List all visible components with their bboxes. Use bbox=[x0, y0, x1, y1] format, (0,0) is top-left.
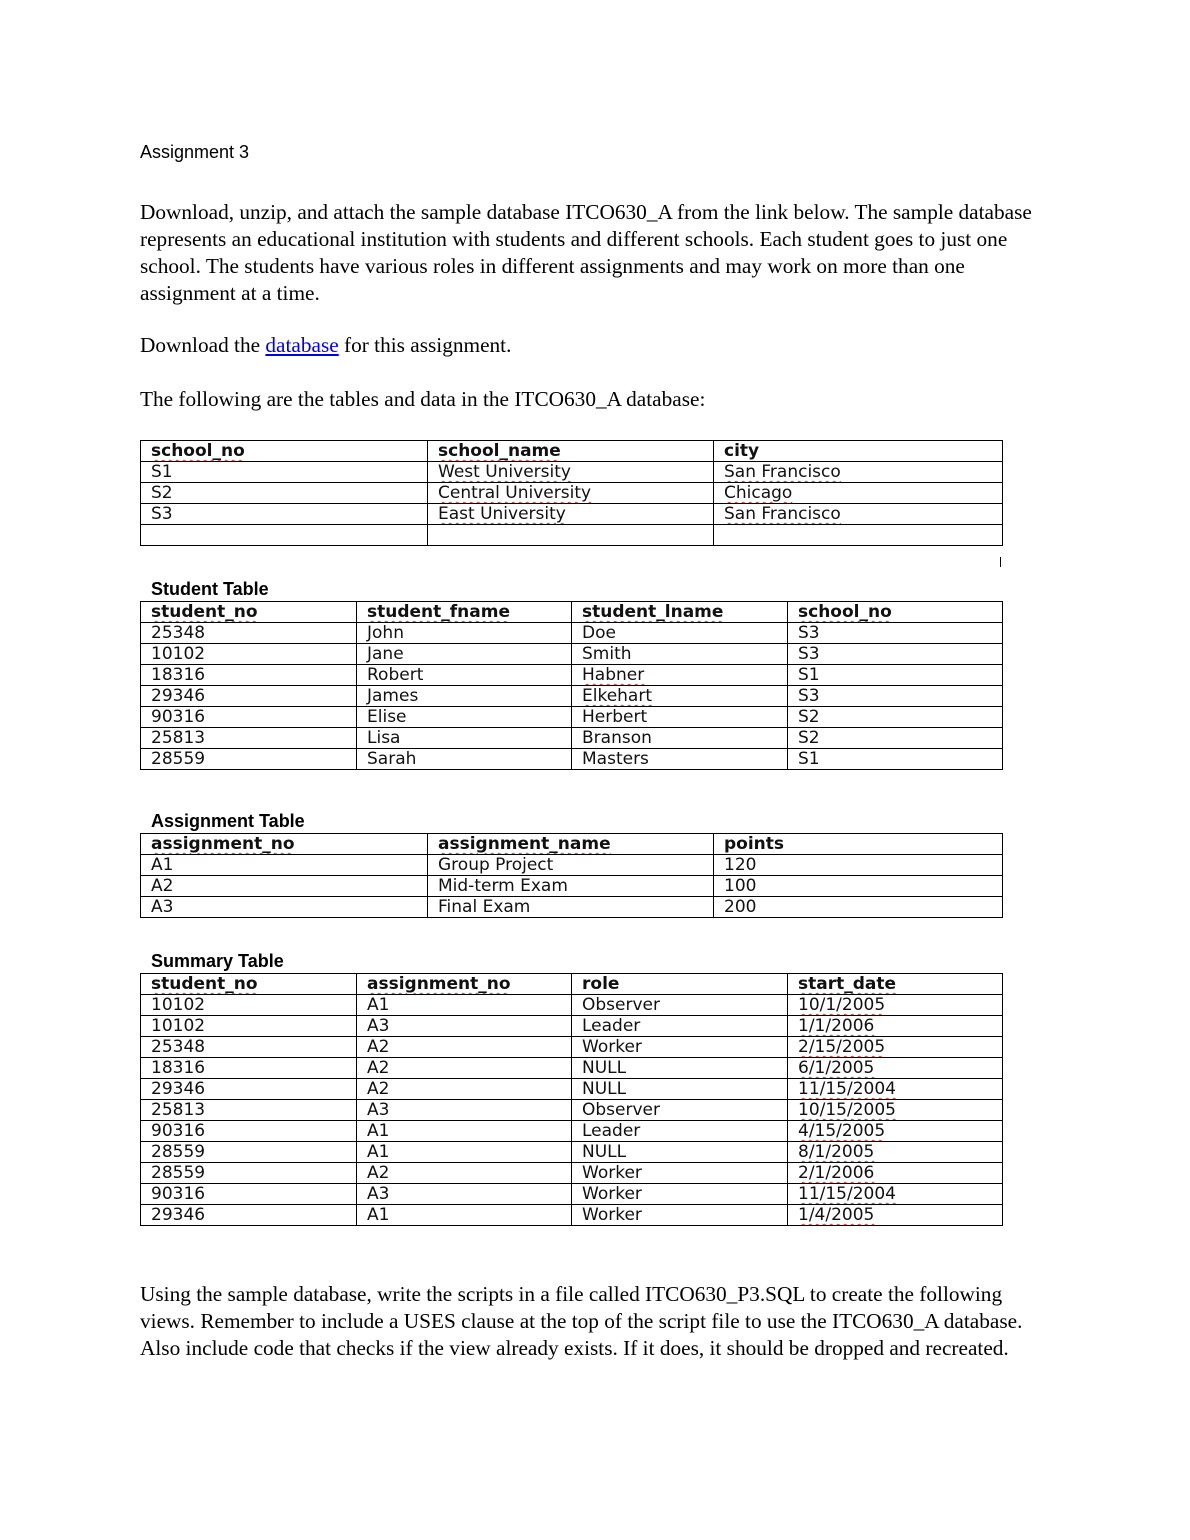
table-cell: 10/1/2005 bbox=[798, 995, 886, 1015]
header-cell: role bbox=[582, 974, 620, 994]
table-cell: A3 bbox=[357, 1100, 572, 1121]
table-cell: 6/1/2005 bbox=[798, 1058, 875, 1078]
closing-paragraph: Using the sample database, write the scripts in a file called ITCO630_P3.SQL to create the following views. Remember to include a USES clause at the top of the script file to use the ITCO630_A database. Also include code that checks if the view already exists. If it does, it should be dropped and recreated. bbox=[140, 1282, 1023, 1360]
table-header-row bbox=[141, 602, 1003, 623]
table-cell: 18316 bbox=[141, 665, 357, 686]
intro-paragraph: Download, unzip, and attach the sample database ITCO630_A from the link below. The sample database represents an educational institution with students and different schools. Each student goes to just one school. The students have various roles in different assignments and may work on more than one assignment at a time. bbox=[140, 200, 1032, 305]
student-table bbox=[140, 601, 1003, 770]
header-cell: student_fname bbox=[367, 602, 510, 622]
table-cell: 90316 bbox=[141, 1121, 357, 1142]
header-cell: assignment_name bbox=[438, 834, 611, 854]
assignment-table-caption: Assignment Table bbox=[151, 811, 305, 831]
table-cell: 10/15/2005 bbox=[798, 1100, 896, 1120]
download-paragraph bbox=[140, 332, 1050, 359]
table-row bbox=[141, 897, 1003, 918]
table-cell: S2 bbox=[788, 707, 1003, 728]
header-cell: school_no bbox=[798, 602, 892, 622]
student-table-caption: Student Table bbox=[151, 579, 269, 599]
table-row bbox=[141, 995, 1003, 1016]
table-row bbox=[141, 1121, 1003, 1142]
table-cell: A2 bbox=[357, 1163, 572, 1184]
table-row bbox=[141, 525, 1003, 546]
table-row bbox=[141, 1016, 1003, 1037]
table-cell: Elise bbox=[357, 707, 572, 728]
table-row bbox=[141, 1079, 1003, 1100]
table-cell: S3 bbox=[788, 644, 1003, 665]
table-cell: Leader bbox=[572, 1121, 788, 1142]
table-cell: 25348 bbox=[141, 623, 357, 644]
table-cell: San Francisco bbox=[724, 504, 841, 524]
header-cell: student_no bbox=[151, 974, 258, 994]
table-row bbox=[141, 749, 1003, 770]
document-title: Assignment 3 bbox=[140, 142, 250, 162]
table-cell: NULL bbox=[572, 1142, 788, 1163]
table-cell: Lisa bbox=[357, 728, 572, 749]
header-cell: student_no bbox=[151, 602, 258, 622]
assignment-table bbox=[140, 833, 1003, 918]
table-edge-mark bbox=[1000, 557, 1001, 567]
table-cell: A3 bbox=[357, 1184, 572, 1205]
table-cell bbox=[141, 525, 428, 546]
table-row bbox=[141, 483, 1003, 504]
table-cell: 8/1/2005 bbox=[798, 1142, 875, 1162]
table-cell: A1 bbox=[141, 855, 428, 876]
table-cell: 11/15/2004 bbox=[798, 1184, 896, 1204]
table-row bbox=[141, 462, 1003, 483]
table-cell: 2/1/2006 bbox=[798, 1163, 875, 1183]
table-row bbox=[141, 1100, 1003, 1121]
table-row bbox=[141, 1163, 1003, 1184]
assignment-table-block bbox=[140, 810, 1002, 918]
table-cell: 90316 bbox=[141, 1184, 357, 1205]
table-cell: 10102 bbox=[141, 995, 357, 1016]
table-cell: Observer bbox=[572, 995, 788, 1016]
header-cell: assignment_no bbox=[367, 974, 511, 994]
table-cell: A2 bbox=[357, 1058, 572, 1079]
table-header-row bbox=[141, 834, 1003, 855]
header-cell: school_no bbox=[151, 441, 245, 461]
table-cell: 25348 bbox=[141, 1037, 357, 1058]
summary-table bbox=[140, 973, 1003, 1226]
table-cell: S3 bbox=[141, 504, 428, 525]
table-cell: East University bbox=[438, 504, 566, 524]
table-cell: A1 bbox=[357, 1142, 572, 1163]
database-link[interactable]: database bbox=[265, 333, 339, 357]
table-cell: 25813 bbox=[141, 728, 357, 749]
table-cell: A2 bbox=[141, 876, 428, 897]
table-cell: A3 bbox=[357, 1016, 572, 1037]
table-cell: S2 bbox=[788, 728, 1003, 749]
download-prefix: Download the bbox=[140, 333, 266, 357]
table-row bbox=[141, 1184, 1003, 1205]
table-cell: Habner bbox=[582, 665, 645, 685]
table-cell: Masters bbox=[572, 749, 788, 770]
table-cell: 90316 bbox=[141, 707, 357, 728]
header-cell: assignment_no bbox=[151, 834, 295, 854]
table-cell: Doe bbox=[572, 623, 788, 644]
table-cell: A1 bbox=[357, 995, 572, 1016]
table-cell: S1 bbox=[141, 462, 428, 483]
table-cell: 10102 bbox=[141, 1016, 357, 1037]
table-cell: 29346 bbox=[141, 686, 357, 707]
student-table-block bbox=[140, 578, 1002, 770]
table-cell: A1 bbox=[357, 1205, 572, 1226]
table-cell: Herbert bbox=[572, 707, 788, 728]
table-cell: A2 bbox=[357, 1079, 572, 1100]
table-cell: 1/4/2005 bbox=[798, 1205, 875, 1225]
table-cell: Central University bbox=[438, 483, 592, 503]
table-cell: 1/1/2006 bbox=[798, 1016, 875, 1036]
table-row bbox=[141, 644, 1003, 665]
table-cell: Mid-term Exam bbox=[428, 876, 714, 897]
table-cell: Worker bbox=[572, 1205, 788, 1226]
table-row bbox=[141, 728, 1003, 749]
table-cell: Chicago bbox=[724, 483, 793, 503]
table-cell: 28559 bbox=[141, 1142, 357, 1163]
table-row bbox=[141, 623, 1003, 644]
table-cell: 25813 bbox=[141, 1100, 357, 1121]
table-cell: 11/15/2004 bbox=[798, 1079, 896, 1099]
table-cell: James bbox=[357, 686, 572, 707]
header-cell: points bbox=[724, 834, 785, 854]
table-cell: NULL bbox=[572, 1079, 788, 1100]
table-cell: S3 bbox=[788, 623, 1003, 644]
table-cell: 28559 bbox=[141, 1163, 357, 1184]
table-cell: 200 bbox=[714, 897, 1003, 918]
table-cell: Jane bbox=[357, 644, 572, 665]
table-row bbox=[141, 1142, 1003, 1163]
table-cell: Worker bbox=[572, 1184, 788, 1205]
header-cell: student_lname bbox=[582, 602, 724, 622]
tables-intro-paragraph: The following are the tables and data in the ITCO630_A database: bbox=[140, 387, 706, 411]
table-cell: Observer bbox=[572, 1100, 788, 1121]
school-table-block bbox=[140, 440, 1002, 546]
header-cell: start_date bbox=[798, 974, 897, 994]
table-cell: Worker bbox=[572, 1037, 788, 1058]
table-cell: S3 bbox=[788, 686, 1003, 707]
table-cell: 120 bbox=[714, 855, 1003, 876]
table-cell: Group Project bbox=[428, 855, 714, 876]
table-cell: 4/15/2005 bbox=[798, 1121, 886, 1141]
table-cell: Branson bbox=[572, 728, 788, 749]
table-cell: A3 bbox=[141, 897, 428, 918]
table-row bbox=[141, 876, 1003, 897]
summary-table-caption: Summary Table bbox=[151, 951, 284, 971]
table-cell: Elkehart bbox=[582, 686, 653, 706]
table-row bbox=[141, 665, 1003, 686]
table-cell: San Francisco bbox=[724, 462, 841, 482]
table-cell: 10102 bbox=[141, 644, 357, 665]
table-cell: John bbox=[357, 623, 572, 644]
table-row bbox=[141, 1037, 1003, 1058]
table-cell: A1 bbox=[357, 1121, 572, 1142]
table-cell: S1 bbox=[788, 665, 1003, 686]
header-cell: school_name bbox=[438, 441, 561, 461]
table-header-row bbox=[141, 974, 1003, 995]
table-cell: Leader bbox=[572, 1016, 788, 1037]
table-cell: 29346 bbox=[141, 1079, 357, 1100]
table-cell: Worker bbox=[572, 1163, 788, 1184]
table-cell bbox=[428, 525, 714, 546]
table-cell: 2/15/2005 bbox=[798, 1037, 886, 1057]
table-cell: Robert bbox=[357, 665, 572, 686]
table-header-row bbox=[141, 441, 1003, 462]
table-row bbox=[141, 504, 1003, 525]
table-cell: Smith bbox=[572, 644, 788, 665]
table-row bbox=[141, 686, 1003, 707]
table-cell: Final Exam bbox=[428, 897, 714, 918]
school-table bbox=[140, 440, 1003, 546]
table-cell: 18316 bbox=[141, 1058, 357, 1079]
table-cell: Sarah bbox=[357, 749, 572, 770]
table-cell: NULL bbox=[572, 1058, 788, 1079]
summary-table-block bbox=[140, 950, 1002, 1226]
header-cell: city bbox=[724, 441, 760, 461]
table-cell: 29346 bbox=[141, 1205, 357, 1226]
table-cell: S2 bbox=[141, 483, 428, 504]
table-cell: 28559 bbox=[141, 749, 357, 770]
table-row bbox=[141, 1058, 1003, 1079]
download-suffix: for this assignment. bbox=[338, 333, 512, 357]
table-row bbox=[141, 855, 1003, 876]
table-cell: A2 bbox=[357, 1037, 572, 1058]
table-cell: S1 bbox=[788, 749, 1003, 770]
table-row bbox=[141, 707, 1003, 728]
table-row bbox=[141, 1205, 1003, 1226]
table-cell bbox=[714, 525, 1003, 546]
table-cell: West University bbox=[438, 462, 571, 482]
table-cell: 100 bbox=[714, 876, 1003, 897]
